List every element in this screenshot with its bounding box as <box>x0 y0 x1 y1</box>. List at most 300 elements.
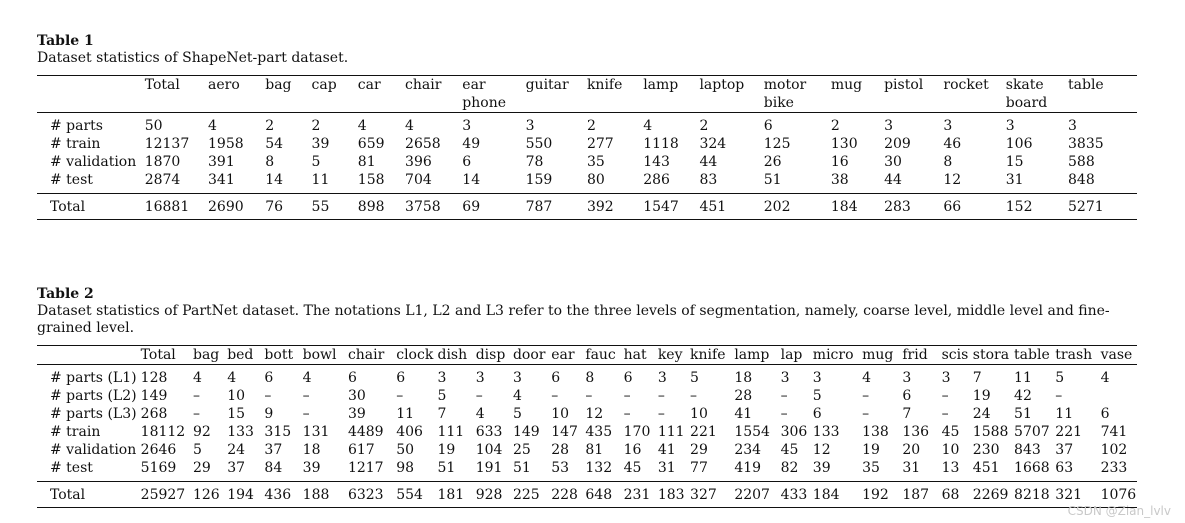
total-cell: 554 <box>396 487 423 503</box>
table-cell: 230 <box>972 442 1000 458</box>
column-header: laptop <box>699 77 745 93</box>
table-cell: 11 <box>1055 406 1074 422</box>
table-cell: 10 <box>551 406 570 422</box>
total-cell: 436 <box>264 487 292 503</box>
table-cell: 6 <box>812 406 822 422</box>
table-cell: 49 <box>462 136 481 152</box>
header-stub <box>37 76 145 113</box>
table-cell: 11 <box>396 406 415 422</box>
table-cell: 83 <box>699 172 718 188</box>
table-cell: 4489 <box>347 424 384 440</box>
table-cell: 4 <box>302 370 312 386</box>
table-cell: 3 <box>1005 118 1015 134</box>
table-cell: 29 <box>690 442 708 458</box>
total-cell: 188 <box>302 487 330 503</box>
table-cell: 9 <box>264 406 274 422</box>
total-cell: 194 <box>227 487 254 503</box>
table-cell: 3 <box>525 118 535 134</box>
column-header: pistol <box>884 77 924 93</box>
table-2-caption: Dataset statistics of PartNet dataset. The notations L1, L2 and L3 refer to the three levels of segmentation, namely, coarse level, middle level and fine-grained level. <box>37 303 1110 336</box>
table-cell: 6 <box>347 370 357 386</box>
table-cell: 102 <box>1100 442 1128 458</box>
table-cell: 3835 <box>1068 136 1104 152</box>
table-cell: 5 <box>1055 370 1065 386</box>
column-header: skate board <box>1005 77 1048 111</box>
table-cell: 82 <box>780 460 799 476</box>
table-cell: 7 <box>902 406 912 422</box>
table-cell: 45 <box>780 442 799 458</box>
column-header: aero <box>208 77 240 93</box>
total-cell: 1547 <box>643 199 679 215</box>
table-cell: 51 <box>512 460 531 476</box>
table-cell: 37 <box>1055 442 1074 458</box>
row-label: # test <box>50 460 93 476</box>
total-cell: 451 <box>699 199 727 215</box>
table-cell: 6 <box>462 154 472 170</box>
row-label: # validation <box>50 154 137 170</box>
table-cell: – <box>551 388 559 404</box>
table-cell: – <box>192 406 200 422</box>
table-cell: 341 <box>208 172 235 188</box>
table-cell: 6 <box>623 370 633 386</box>
column-header: lap <box>780 347 803 363</box>
total-cell: 152 <box>1005 199 1033 215</box>
table-cell: 31 <box>902 460 921 476</box>
table-cell: 617 <box>347 442 375 458</box>
table-cell: 6 <box>264 370 274 386</box>
table-cell: 6 <box>1100 406 1110 422</box>
table-cell: 31 <box>657 460 676 476</box>
table-cell: 51 <box>437 460 456 476</box>
table-cell: 396 <box>405 154 432 170</box>
table-cell: 46 <box>943 136 962 152</box>
table-2 <box>37 345 1137 508</box>
table-cell: 3 <box>941 370 951 386</box>
table-cell: 12 <box>585 406 604 422</box>
total-cell: 228 <box>551 487 578 503</box>
table-cell: 14 <box>265 172 284 188</box>
header-stub <box>37 346 141 365</box>
table-cell: 77 <box>690 460 708 476</box>
table-cell: 3 <box>462 118 472 134</box>
total-cell: 928 <box>475 487 503 503</box>
table-cell: 233 <box>1100 460 1128 476</box>
table-cell: 24 <box>227 442 246 458</box>
table-cell: 6 <box>763 118 773 134</box>
table-row <box>37 459 1137 482</box>
table-1-label: Table 1 <box>37 33 94 49</box>
column-header: rocket <box>943 77 989 93</box>
table-1-total-row <box>37 194 1137 220</box>
table-cell: 131 <box>302 424 330 440</box>
table-cell: 138 <box>862 424 889 440</box>
total-cell: 126 <box>192 487 220 503</box>
total-cell: 181 <box>437 487 465 503</box>
column-header: dish <box>437 347 468 363</box>
table-cell: 51 <box>1014 406 1032 422</box>
table-cell: – <box>657 388 665 404</box>
total-cell: 1076 <box>1100 487 1137 503</box>
table-cell: – <box>862 406 870 422</box>
column-header: disp <box>475 347 506 363</box>
table-cell: 39 <box>311 136 330 152</box>
total-cell: 392 <box>586 199 614 215</box>
table-cell: 31 <box>1005 172 1024 188</box>
total-cell: 68 <box>941 487 960 503</box>
column-header: chair <box>347 347 385 363</box>
table-cell: 3 <box>475 370 485 386</box>
table-cell: 50 <box>144 118 163 134</box>
table-cell: – <box>657 406 665 422</box>
table-cell: – <box>780 388 788 404</box>
table-cell: 130 <box>830 136 858 152</box>
table-cell: 406 <box>396 424 423 440</box>
table-cell: 19 <box>972 388 991 404</box>
table-cell: 158 <box>357 172 385 188</box>
table-cell: 2 <box>586 118 596 134</box>
table-cell: – <box>585 388 593 404</box>
table-cell: 1870 <box>144 154 181 170</box>
table-cell: 1118 <box>643 136 679 152</box>
table-cell: 92 <box>192 424 211 440</box>
column-header: motor bike <box>763 77 807 111</box>
table-cell: 19 <box>862 442 880 458</box>
total-cell: 183 <box>657 487 685 503</box>
table-cell: 128 <box>140 370 168 386</box>
table-cell: 19 <box>437 442 456 458</box>
table-1 <box>37 75 1137 220</box>
total-cell: 231 <box>623 487 651 503</box>
table-cell: – <box>623 406 631 422</box>
total-cell: 5271 <box>1068 199 1104 215</box>
table-cell: – <box>192 388 200 404</box>
table-cell: 1217 <box>347 460 384 476</box>
total-cell: 76 <box>265 199 284 215</box>
total-cell: 184 <box>812 487 840 503</box>
table-cell: 98 <box>396 460 415 476</box>
column-header: hat <box>623 347 647 363</box>
table-cell: 234 <box>734 442 762 458</box>
row-label: # parts (L3) <box>50 406 137 422</box>
table-cell: 30 <box>347 388 366 404</box>
table-cell: 35 <box>862 460 880 476</box>
table-row <box>37 423 1137 441</box>
table-cell: 5169 <box>140 460 177 476</box>
table-cell: – <box>780 406 788 422</box>
table-cell: 7 <box>437 406 447 422</box>
table-cell: 1554 <box>734 424 770 440</box>
table-2-total-row <box>37 482 1137 508</box>
column-header: cap <box>311 77 337 93</box>
column-header: bag <box>265 77 292 93</box>
column-header: bag <box>192 347 220 363</box>
row-label: # test <box>50 172 93 188</box>
table-cell: 44 <box>699 154 718 170</box>
table-cell: 5 <box>512 406 522 422</box>
total-cell: 55 <box>311 199 330 215</box>
total-cell: 3758 <box>405 199 441 215</box>
table-cell: 133 <box>812 424 840 440</box>
table-row <box>37 171 1137 194</box>
table-cell: 14 <box>462 172 481 188</box>
total-cell: 898 <box>357 199 385 215</box>
table-cell: 209 <box>884 136 911 152</box>
table-cell: 3 <box>437 370 447 386</box>
table-cell: 15 <box>227 406 246 422</box>
table-cell: 149 <box>140 388 168 404</box>
table-cell <box>1101 387 1137 405</box>
table-cell: 4 <box>227 370 237 386</box>
table-cell: 39 <box>302 460 321 476</box>
table-2-label: Table 2 <box>37 286 94 302</box>
table-row <box>37 153 1137 171</box>
table-cell: 41 <box>657 442 676 458</box>
table-cell: 5 <box>437 388 447 404</box>
table-cell: 18 <box>302 442 321 458</box>
table-cell: 550 <box>525 136 553 152</box>
column-header: guitar <box>525 77 569 93</box>
table-cell: 2 <box>265 118 275 134</box>
table-cell: 4 <box>512 388 522 404</box>
table-cell: 8 <box>265 154 275 170</box>
table-1-body <box>37 113 1137 194</box>
table-cell: 5 <box>812 388 822 404</box>
table-row <box>37 441 1137 459</box>
table-cell: 12137 <box>144 136 190 152</box>
table-row <box>37 113 1137 136</box>
table-cell: 3 <box>902 370 912 386</box>
table-cell: 4 <box>357 118 367 134</box>
column-header: table <box>1014 347 1050 363</box>
table-cell: – <box>941 406 949 422</box>
total-cell: 184 <box>830 199 858 215</box>
column-header: frid <box>902 347 928 363</box>
table-cell: 4 <box>475 406 485 422</box>
table-cell: 26 <box>763 154 782 170</box>
total-cell: 69 <box>462 199 481 215</box>
table-cell: 221 <box>690 424 717 440</box>
table-cell: 39 <box>347 406 366 422</box>
table-cell: 41 <box>734 406 753 422</box>
column-header: fauc <box>585 347 616 363</box>
table-cell: 54 <box>265 136 284 152</box>
table-cell: 53 <box>551 460 570 476</box>
column-header: door <box>512 347 546 363</box>
table-cell: 78 <box>525 154 544 170</box>
table-cell: – <box>1055 388 1063 404</box>
table-cell: 704 <box>405 172 432 188</box>
table-cell: 45 <box>941 424 960 440</box>
table-cell: 843 <box>1014 442 1041 458</box>
table-cell: – <box>302 388 310 404</box>
table-cell: – <box>396 388 404 404</box>
table-cell: 1668 <box>1014 460 1050 476</box>
table-cell: – <box>264 388 272 404</box>
table-cell: 6 <box>902 388 912 404</box>
table-cell: 125 <box>763 136 791 152</box>
table-cell: 18112 <box>140 424 186 440</box>
table-row <box>37 135 1137 153</box>
table-cell: 3 <box>812 370 822 386</box>
table-cell: – <box>623 388 631 404</box>
table-cell: 159 <box>525 172 553 188</box>
total-cell: 2207 <box>734 487 770 503</box>
table-cell: 2874 <box>144 172 181 188</box>
total-cell: 283 <box>884 199 911 215</box>
column-header: bowl <box>302 347 337 363</box>
row-label: # validation <box>50 442 137 458</box>
column-header: lamp <box>643 77 679 93</box>
total-cell: 66 <box>943 199 962 215</box>
table-1-header-row <box>37 76 1137 113</box>
table-cell: 15 <box>1005 154 1024 170</box>
total-cell: 192 <box>862 487 889 503</box>
table-cell: 10 <box>690 406 708 422</box>
table-cell: 3 <box>1068 118 1077 134</box>
table-cell: 35 <box>586 154 605 170</box>
total-cell: 6323 <box>347 487 384 503</box>
row-label: # train <box>50 136 101 152</box>
table-cell: 106 <box>1005 136 1033 152</box>
table-cell: 28 <box>734 388 753 404</box>
table-cell: 268 <box>140 406 168 422</box>
column-header: micro <box>812 347 854 363</box>
column-header: knife <box>690 347 726 363</box>
table-cell: 20 <box>902 442 921 458</box>
table-cell: 2 <box>311 118 321 134</box>
table-row <box>37 387 1137 405</box>
table-cell: 84 <box>264 460 283 476</box>
table-cell: 10 <box>227 388 246 404</box>
table-cell: 1958 <box>208 136 244 152</box>
table-cell: 18 <box>734 370 753 386</box>
table-cell: – <box>475 388 483 404</box>
table-cell: 848 <box>1068 172 1095 188</box>
table-cell: 3 <box>780 370 790 386</box>
total-cell: 433 <box>780 487 808 503</box>
total-cell: 202 <box>763 199 791 215</box>
table-cell: 3 <box>884 118 894 134</box>
table-cell: 143 <box>643 154 670 170</box>
table-cell: 29 <box>192 460 211 476</box>
table-cell: 2 <box>830 118 840 134</box>
table-cell: 4 <box>862 370 872 386</box>
column-header: trash <box>1055 347 1093 363</box>
total-cell: 327 <box>690 487 717 503</box>
table-cell: 4 <box>208 118 217 134</box>
table-cell: 286 <box>643 172 670 188</box>
column-header: scis <box>941 347 969 363</box>
table-cell: 11 <box>311 172 330 188</box>
table-cell: 221 <box>1055 424 1083 440</box>
table-cell: 7 <box>972 370 982 386</box>
table-cell: 4 <box>405 118 414 134</box>
table-cell: – <box>941 388 949 404</box>
table-2-body <box>37 365 1137 482</box>
table-cell: 16 <box>830 154 849 170</box>
row-label: # parts (L1) <box>50 370 137 386</box>
table-cell: 10 <box>941 442 960 458</box>
table-cell: 3 <box>943 118 953 134</box>
table-cell: 136 <box>902 424 930 440</box>
table-1-block <box>37 33 1137 220</box>
table-cell: 16 <box>623 442 642 458</box>
column-header: table <box>1068 77 1104 93</box>
table-cell: 3 <box>657 370 667 386</box>
total-cell: 2269 <box>972 487 1009 503</box>
table-cell: 170 <box>623 424 651 440</box>
table-cell: 147 <box>551 424 578 440</box>
column-header: lamp <box>734 347 770 363</box>
total-cell: 187 <box>902 487 930 503</box>
table-cell: 51 <box>763 172 782 188</box>
table-cell: 44 <box>884 172 902 188</box>
table-2-block <box>37 286 1137 508</box>
table-cell: 42 <box>1014 388 1032 404</box>
table-cell: 149 <box>512 424 540 440</box>
column-header: key <box>657 347 683 363</box>
watermark: CSDN @Zian_lvlv <box>1067 504 1171 518</box>
table-cell: 2658 <box>405 136 441 152</box>
table-cell: 5 <box>690 370 699 386</box>
table-cell: 63 <box>1055 460 1074 476</box>
table-cell: 435 <box>585 424 613 440</box>
table-cell: 391 <box>208 154 235 170</box>
table-cell: 37 <box>264 442 283 458</box>
table-cell: 4 <box>1100 370 1110 386</box>
table-cell: 104 <box>475 442 503 458</box>
table-cell: 659 <box>357 136 385 152</box>
column-header: chair <box>405 77 442 93</box>
table-row <box>37 365 1137 388</box>
table-cell: 419 <box>734 460 762 476</box>
total-label: Total <box>50 487 86 503</box>
table-cell: 45 <box>623 460 642 476</box>
column-header: ear phone <box>462 77 507 111</box>
table-cell: 13 <box>941 460 960 476</box>
total-cell: 16881 <box>144 199 190 215</box>
table-cell: 38 <box>830 172 849 188</box>
table-cell: 451 <box>972 460 1000 476</box>
table-cell: 6 <box>551 370 561 386</box>
table-cell: – <box>862 388 870 404</box>
table-cell: 37 <box>227 460 246 476</box>
total-cell: 25927 <box>140 487 186 503</box>
table-cell: 5 <box>192 442 202 458</box>
table-cell: – <box>302 406 310 422</box>
table-cell: 12 <box>812 442 831 458</box>
table-cell: 24 <box>972 406 991 422</box>
column-header: bed <box>227 347 254 363</box>
table-cell: 132 <box>585 460 613 476</box>
column-header: bott <box>264 347 294 363</box>
column-header: vase <box>1100 347 1133 363</box>
table-1-caption: Dataset statistics of ShapeNet-part dataset. <box>37 50 349 66</box>
column-header: car <box>357 77 381 93</box>
table-2-header-row <box>37 346 1137 365</box>
table-cell: 80 <box>586 172 605 188</box>
table-cell: 12 <box>943 172 962 188</box>
table-cell: 2646 <box>140 442 177 458</box>
column-header: ear <box>551 347 575 363</box>
table-row <box>37 405 1137 423</box>
table-cell: 25 <box>512 442 531 458</box>
table-cell: 306 <box>780 424 808 440</box>
table-cell: 2 <box>699 118 709 134</box>
total-cell: 8218 <box>1014 487 1050 503</box>
total-cell: 648 <box>585 487 613 503</box>
total-cell: 321 <box>1055 487 1083 503</box>
